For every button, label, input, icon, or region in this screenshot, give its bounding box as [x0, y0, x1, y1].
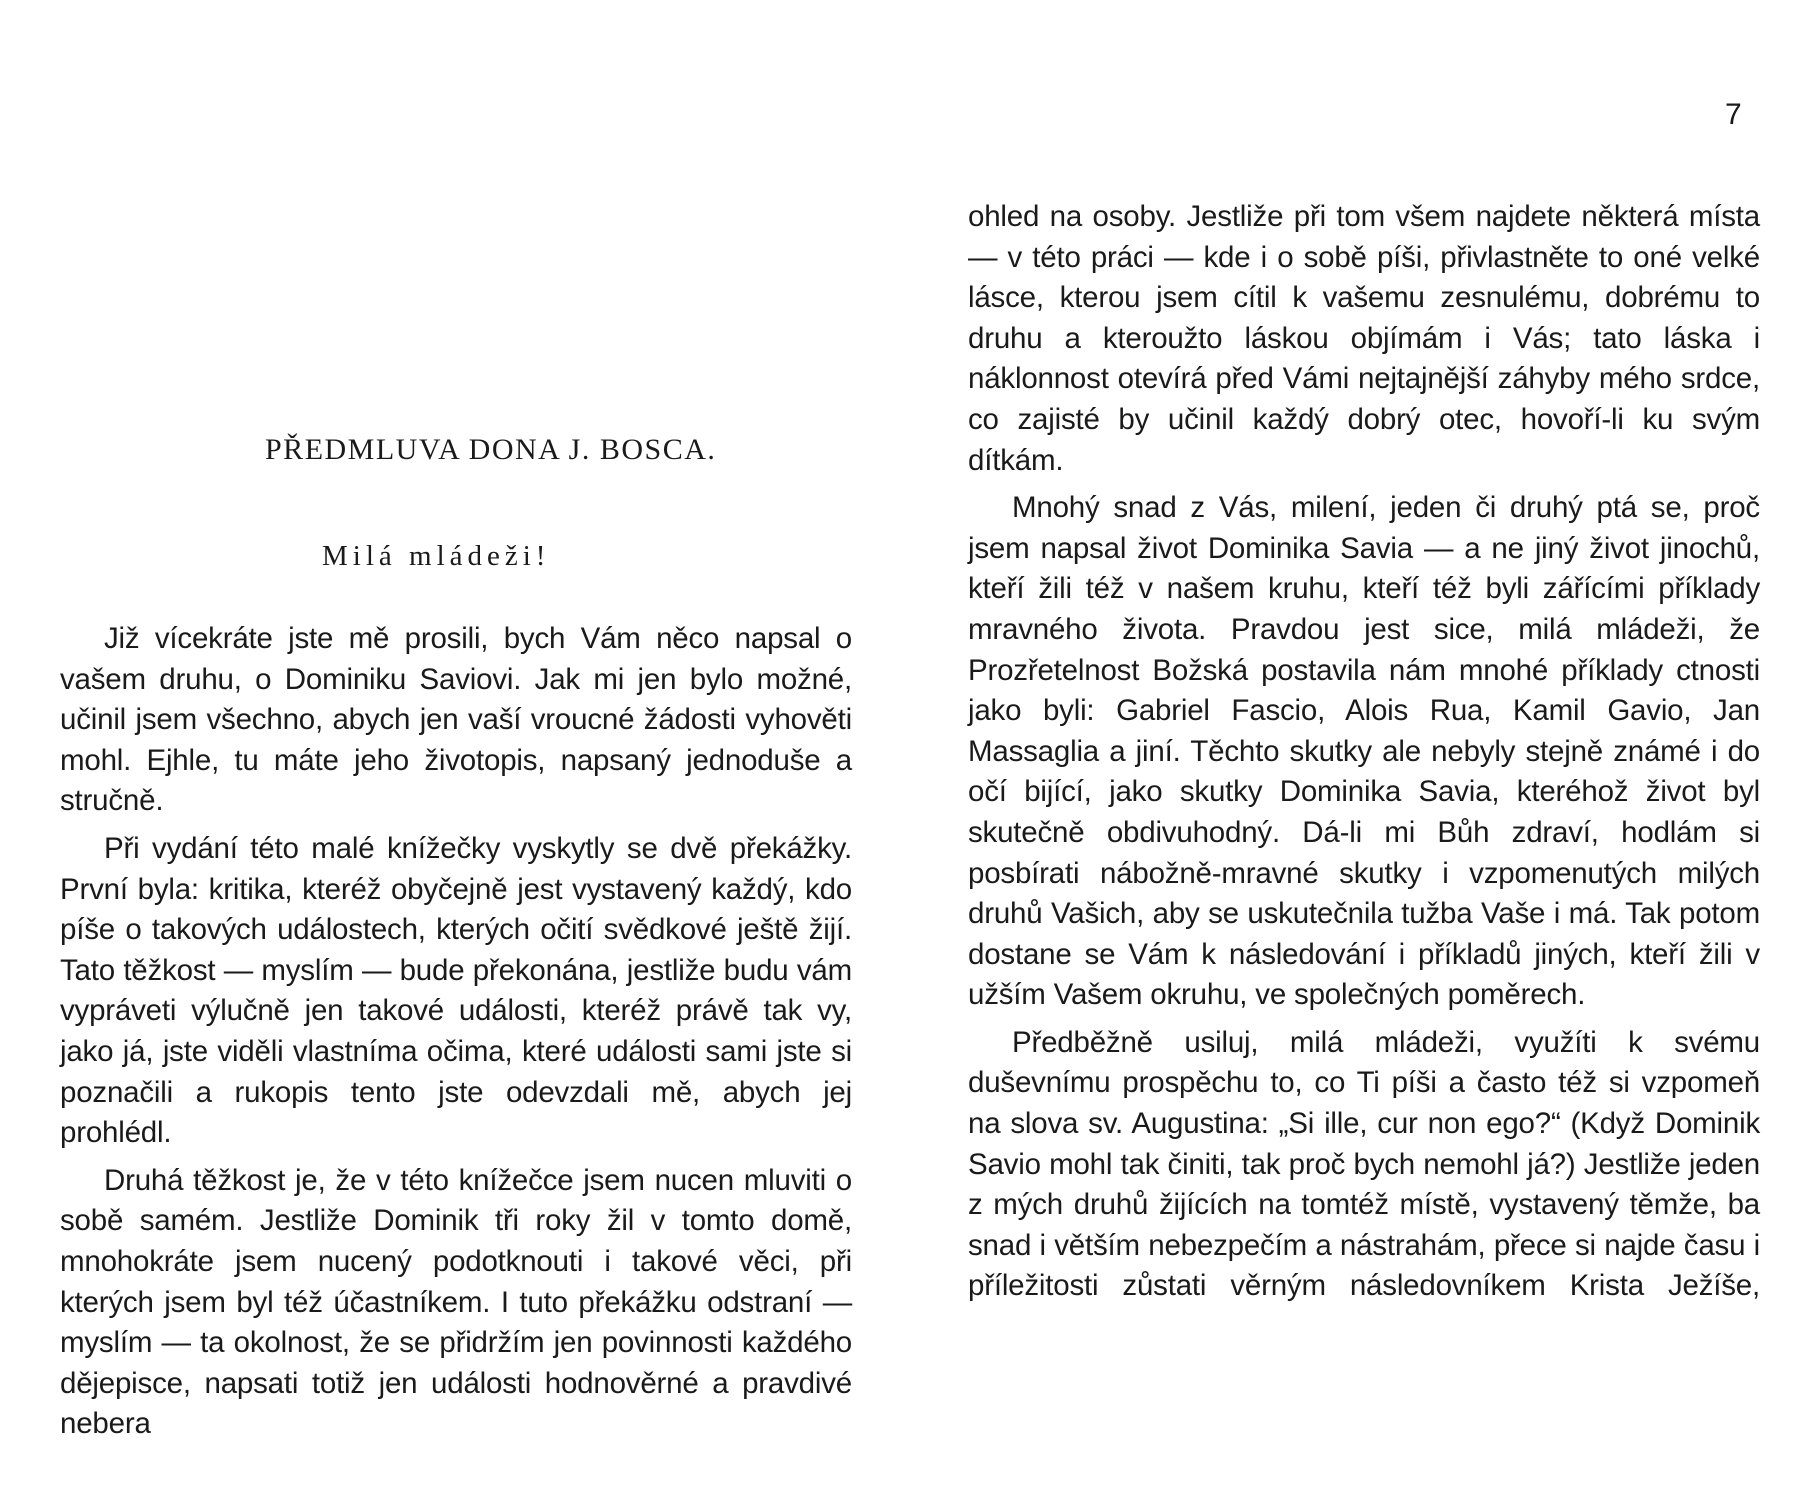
paragraph: Mnohý snad z Vás, milení, jeden či druhý ptá se, proč jsem napsal život Dominika Savia — a ne jiný život jinochů, kteří žili též v našem kruhu, kteří též byli zářícími příklady mravného života. Pravdou jest sice, milá mládeži, že Prozřetelnost Božská postavila nám mnohé příklady ctnosti jako byli: Gabriel Fascio, Alois Rua, Kamil Gavio, Jan Massaglia a jiní. Těchto skutky ale nebyly stejně známé i do očí bijící, jako skutky Dominika Savia, kteréhož život byl skutečně obdivuhodný. Dá-li mi Bůh zdraví, hodlám si posbírati nábožně-mravné skutky i vzpomenutých milých druhů Vašich, aby se uskutečnila tužba Vaše i má. Tak potom dostane se Vám k následování i příkladů jiných, kteří žili v užším Vašem okruhu, ve společných poměrech.	[968, 491, 1760, 1012]
left-column-text	[60, 619, 852, 1452]
paragraph: ohled na osoby. Jestliže při tom všem najdete některá místa — v této práci — kde i o sobě píši, přivlastněte to oné velké lásce, kterou jsem cítil k vašemu zesnulému, dobrému to druhu a kteroužto láskou objímám i Vás; tato láska i náklonnost otevírá před Vámi nejtajnější záhyby mého srdce, co zajisté by učinil každý dobrý otec, hovoří-li ku svým dítkám.	[968, 200, 1760, 477]
paragraph: Předběžně usiluj, milá mládeži, využíti k svému duševnímu prospěchu to, co Ti píši a často též si vzpomeň na slova sv. Augustina: „Si ille, cur non ego?“ (Když Dominik Savio mohl tak činiti, tak proč bych nemohl já?) Jestliže jeden z mých druhů žijících na tomtéž místě, vystavený těmže, ba snad i větším nebezpečím a nástrahám, přece si najde času i příležitosti zůstati věrným následovníkem Krista Ježíše,	[968, 1025, 1760, 1303]
paragraph: Již vícekráte jste mě prosili, bych Vám něco napsal o vašem druhu, o Dominiku Saviovi. Jak mi jen bylo možné, učinil jsem všechno, abych jen vaší vroucné žádosti vyhověti mohl. Ejhle, tu máte jeho životopis, napsaný jednoduše a stručně.	[60, 622, 852, 818]
page-number: 7	[1725, 98, 1742, 131]
salutation: Milá mládeži!	[322, 540, 551, 572]
right-column-text	[968, 197, 1760, 1314]
chapter-heading: PŘEDMLUVA DONA J. BOSCA.	[265, 433, 717, 466]
paragraph: Při vydání této malé knížečky vyskytly se dvě překážky. První byla: kritika, kteréž obyčejně jest vystavený každý, kdo píše o takových událostech, kterých očití svědkové ještě žijí. Tato těžkost — myslím — bude překonána, jestliže budu vám vypráveti výlučně jen takové události, kteréž právě tak vy, jako já, jste viděli vlastníma očima, které události sami jste si poznačili a rukopis tento jste odevzdali mě, abych jej prohlédl.	[60, 831, 852, 1150]
paragraph: Druhá těžkost je, že v této knížečce jsem nucen mluviti o sobě samém. Jestliže Dominik tři roky žil v tomto domě, mnohokráte jsem nucený podotknouti i takové věci, při kterých jsem byl též účastníkem. I tuto překážku odstraní — myslím — ta okolnost, že se přidržím jen povinnosti každého dějepisce, napsati totiž jen události hodnověrné a pravdivé nebera	[60, 1163, 852, 1441]
